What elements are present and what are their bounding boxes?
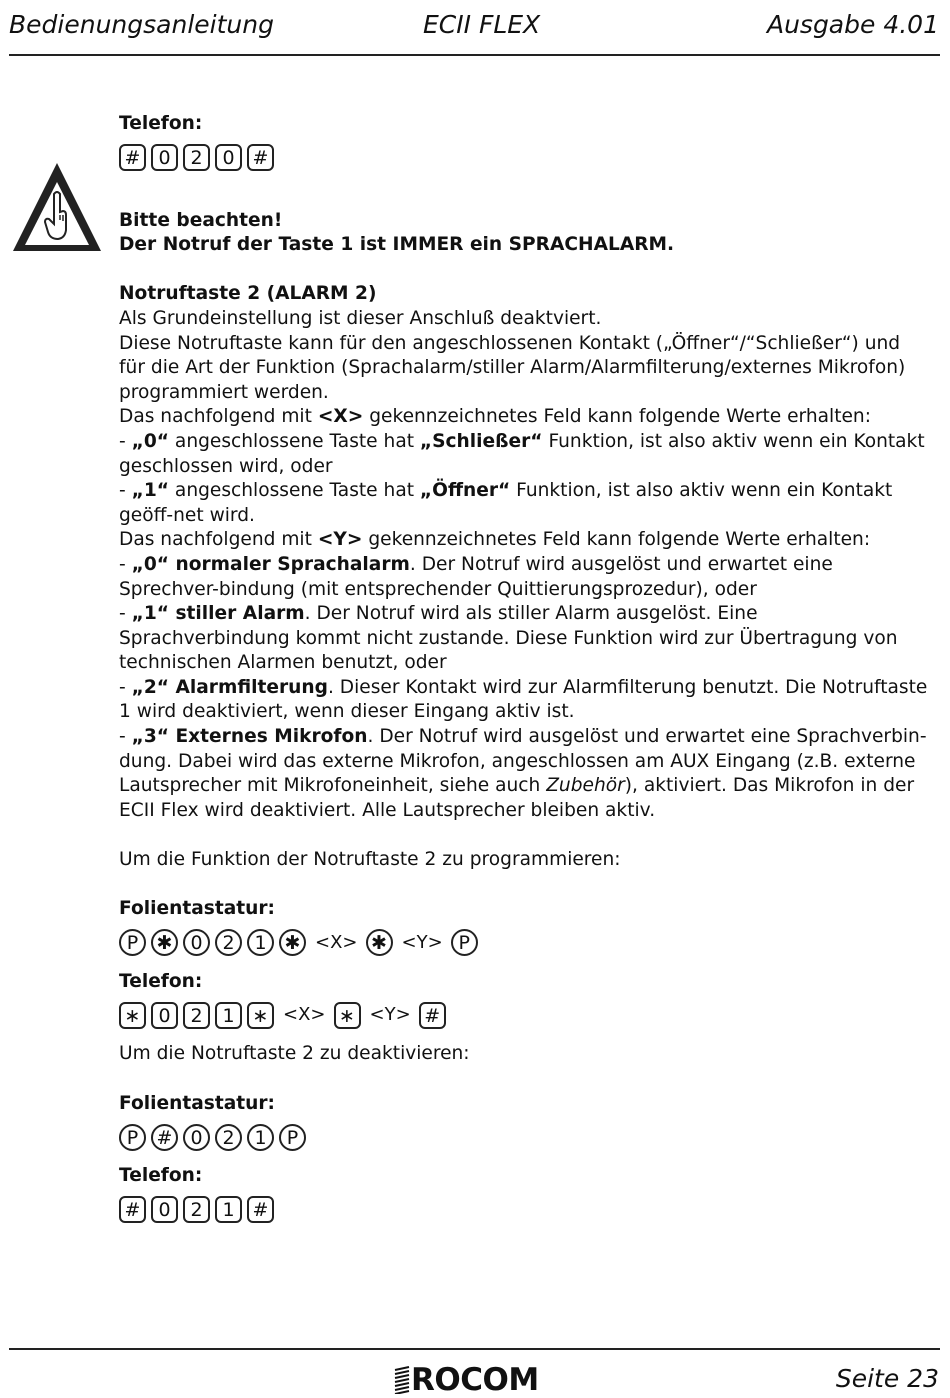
accessory-ref: Zubehör	[546, 775, 625, 797]
header-divider	[9, 54, 940, 56]
key-2: 2	[215, 1124, 242, 1151]
key-2: 2	[215, 929, 242, 956]
key-hash: #	[151, 1124, 178, 1151]
telefon-key-sequence-status	[119, 143, 929, 173]
text: -	[119, 676, 132, 698]
text: Das nachfolgend mit	[119, 529, 318, 551]
value: „0“	[131, 430, 170, 452]
key-0: 0	[183, 1124, 210, 1151]
page-header	[0, 6, 950, 42]
folien-program-sequence	[119, 928, 929, 958]
telefon-deactivate-sequence	[119, 1195, 929, 1225]
text: gekennzeichnetes Feld kann folgende Werte erhalten:	[363, 406, 871, 428]
header-product: ECII FLEX	[423, 10, 541, 39]
folien-deactivate-sequence	[119, 1122, 929, 1152]
mode: „Schließer“	[419, 430, 543, 452]
field-y: <Y>	[369, 1004, 411, 1026]
paragraph-y-intro	[119, 528, 929, 553]
key-2: 2	[183, 1196, 210, 1223]
note-title: Bitte beachten!	[119, 209, 283, 231]
key-p: P	[119, 929, 146, 956]
y-option-0	[119, 553, 929, 602]
text: Das nachfolgend mit	[119, 406, 318, 428]
text: -	[119, 480, 132, 502]
paragraph-description: Diese Notruftaste kann für den angeschlossenen Kontakt („Öffner“/“Schließer“) und für die Art der Funktion (Sprachalarm/stiller Alarm/Alarmfilterung/externes Mikrofon) programmiert werden.	[119, 332, 906, 403]
y-option-2	[119, 676, 929, 725]
page-number: Seite 23	[835, 1364, 939, 1393]
text: . Dieser Kontakt wird zur Alarmfilterung benutzt. Die Notruftaste 1 wird deaktiviert, wenn dieser Eingang aktiv ist.	[119, 676, 928, 723]
key-star: ∗	[334, 1002, 361, 1029]
key-1: 1	[215, 1196, 242, 1223]
y-option-1	[119, 602, 929, 676]
text: Funktion, ist also aktiv wenn ein Kontakt geöff-net wird.	[119, 480, 893, 526]
deactivate-intro: Um die Notruftaste 2 zu deaktivieren:	[119, 1043, 470, 1065]
key-hash: #	[247, 144, 274, 171]
key-p: P	[451, 929, 478, 956]
program-intro: Um die Funktion der Notruftaste 2 zu programmieren:	[119, 849, 621, 871]
key-0: 0	[183, 929, 210, 956]
paragraph-default: Als Grundeinstellung ist dieser Anschluß deaktviert.	[119, 307, 602, 329]
header-doc-type: Bedienungsanleitung	[9, 10, 274, 39]
text: -	[119, 430, 132, 452]
key-1: 1	[215, 1002, 242, 1029]
text: ), aktiviert. Das Mikrofon in der ECII Flex wird deaktiviert. Alle Lautsprecher bleiben aktiv.	[119, 775, 915, 821]
value: „1“	[131, 480, 170, 502]
telefon-program-sequence	[119, 1000, 929, 1030]
key-0: 0	[215, 144, 242, 171]
key-hash: #	[119, 144, 146, 171]
mode: „3“ Externes Mikrofon	[131, 726, 368, 748]
text: Funktion, ist also aktiv wenn ein Kontakt geschlossen wird, oder	[119, 430, 925, 477]
mode: „1“ stiller Alarm	[131, 603, 305, 625]
rocom-logo-mark-icon	[393, 1366, 411, 1394]
field-y: <Y>	[317, 529, 363, 551]
key-star: ∗	[247, 1002, 274, 1029]
key-star: ✱	[151, 929, 178, 956]
rocom-logo-text: ROCOM	[411, 1362, 539, 1398]
folientastatur-label: Folientastatur:	[119, 898, 275, 920]
warning-triangle-hand-icon	[10, 160, 104, 254]
text: angeschlossene Taste hat	[169, 480, 420, 502]
field-y: <Y>	[401, 931, 443, 953]
key-star: ✱	[366, 929, 393, 956]
text: -	[119, 553, 132, 575]
folientastatur-label: Folientastatur:	[119, 1092, 275, 1114]
text: -	[119, 726, 132, 748]
key-star: ✱	[279, 929, 306, 956]
field-x: <X>	[317, 406, 364, 428]
key-0: 0	[151, 1196, 178, 1223]
x-option-0	[119, 430, 929, 479]
field-x: <X>	[283, 1004, 326, 1026]
key-p: P	[279, 1124, 306, 1151]
text: . Der Notruf wird ausgelöst und erwartet eine Sprachverbin-dung. Dabei wird das externe Mikrofon, angeschlossen am AUX Eingang (z.B. externe Lautsprecher mit Mikrofoneinheit, siehe auch	[119, 726, 927, 797]
section-title: Notruftaste 2 (ALARM 2)	[119, 283, 377, 305]
key-0: 0	[151, 144, 178, 171]
mode: „0“ normaler Sprachalarm	[131, 553, 410, 575]
header-edition: Ausgabe 4.01	[766, 10, 939, 39]
key-hash: #	[247, 1196, 274, 1223]
key-1: 1	[247, 1124, 274, 1151]
paragraph-x-intro	[119, 405, 929, 430]
footer-divider	[9, 1348, 940, 1350]
key-hash: #	[119, 1196, 146, 1223]
telefon-label: Telefon:	[119, 113, 203, 134]
text: angeschlossene Taste hat	[169, 430, 420, 452]
key-star: ∗	[119, 1002, 146, 1029]
key-hash: #	[419, 1002, 446, 1029]
key-2: 2	[183, 1002, 210, 1029]
key-2: 2	[183, 144, 210, 171]
mode: „Öffner“	[419, 480, 511, 502]
x-option-1	[119, 479, 929, 528]
note-text: Der Notruf der Taste 1 ist IMMER ein SPRACHALARM.	[119, 234, 675, 256]
field-x: <X>	[315, 931, 358, 953]
key-0: 0	[151, 1002, 178, 1029]
text: -	[119, 603, 132, 625]
main-content	[119, 112, 929, 1237]
key-1: 1	[247, 929, 274, 956]
telefon-label: Telefon:	[119, 1165, 203, 1187]
telefon-label: Telefon:	[119, 970, 203, 992]
mode: „2“ Alarmfilterung	[131, 676, 328, 698]
text: . Der Notruf wird ausgelöst und erwartet eine Sprechver-bindung (mit entsprechender Quittierungsprozedur), oder	[119, 553, 833, 600]
text: . Der Notruf wird als stiller Alarm ausgelöst. Eine Sprachverbindung kommt nicht zustande. Diese Funktion wird zur Übertragung von technischen Alarmen benutzt, oder	[119, 603, 898, 674]
key-p: P	[119, 1124, 146, 1151]
y-option-3	[119, 725, 929, 823]
text: gekennzeichnetes Feld kann folgende Werte erhalten:	[362, 529, 871, 551]
rocom-logo	[393, 1364, 539, 1396]
